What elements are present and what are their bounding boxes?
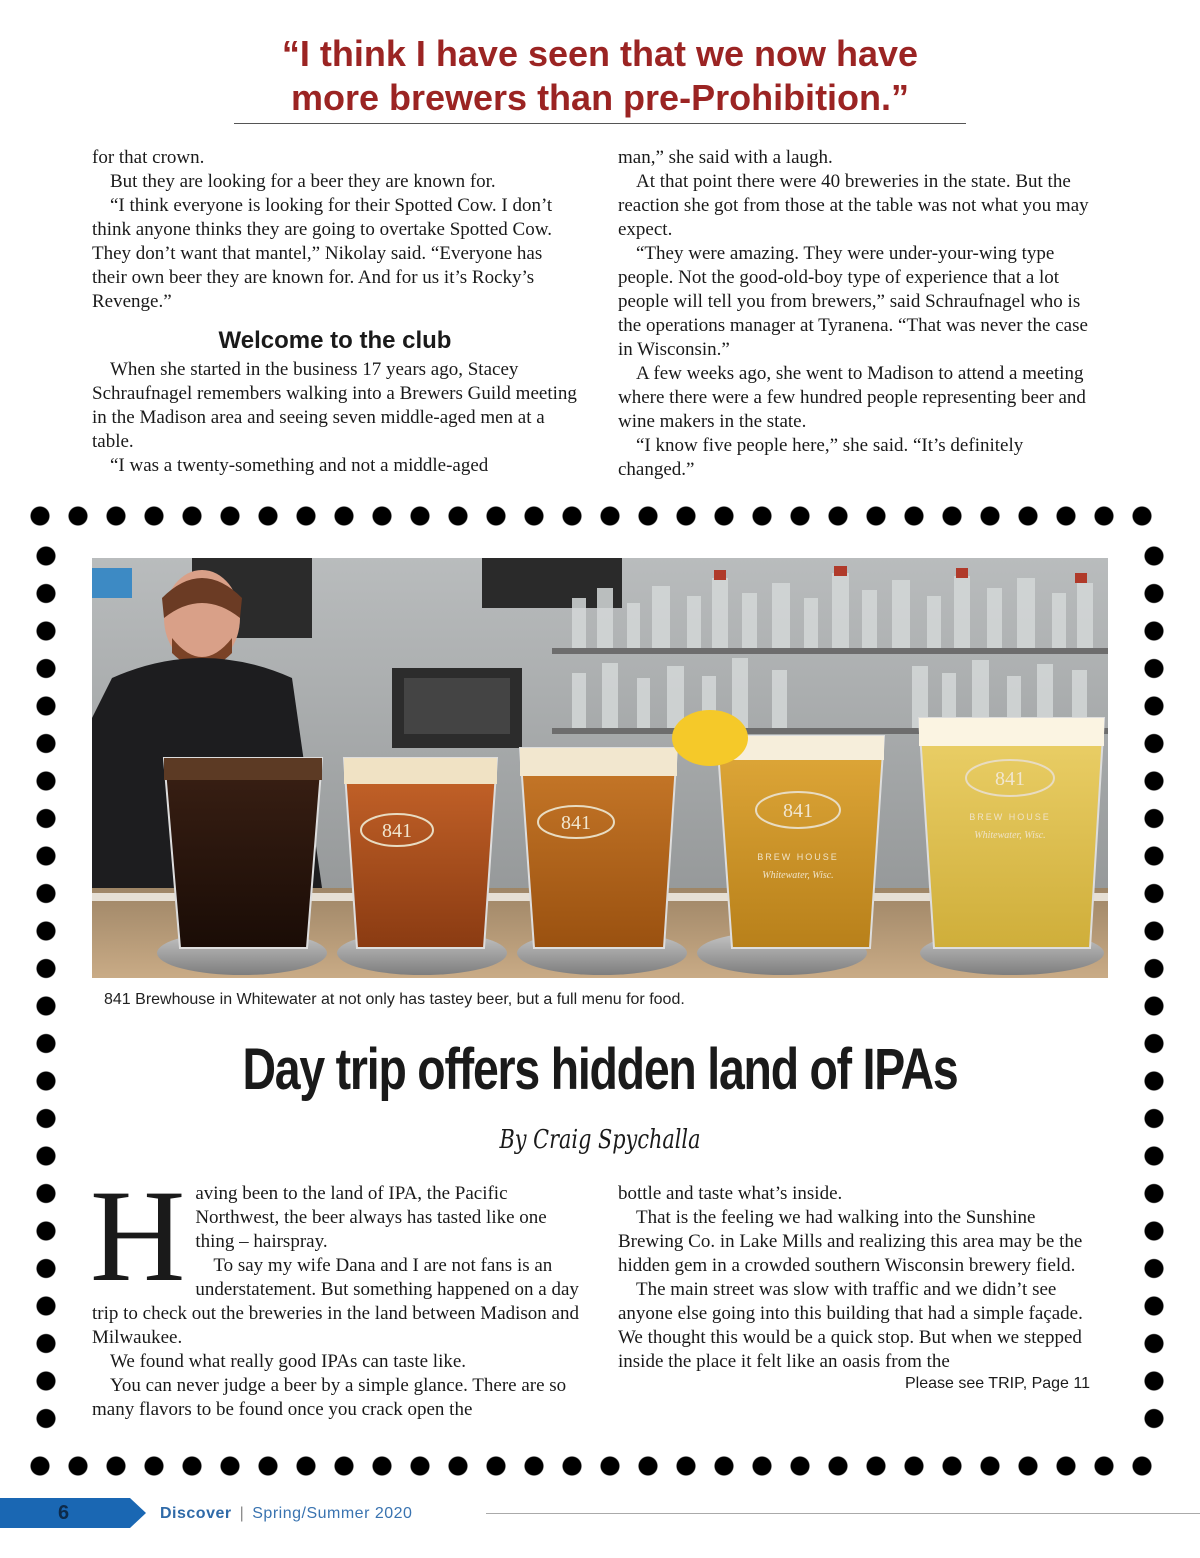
paragraph: bottle and taste what’s inside. xyxy=(618,1183,843,1204)
glass-logo-text: 841 xyxy=(382,820,412,842)
section-subhead: Welcome to the club xyxy=(218,327,452,354)
paragraph: You can never judge a beer by a simple glance. There are so many flavors to be found once you crack open the xyxy=(92,1375,567,1420)
magazine-name: Discover xyxy=(160,1505,232,1522)
paragraph: That is the feeling we had walking into the Sunshine Brewing Co. in Lake Mills and realizing this area may be the hidden gem in a crowded southern Wisconsin brewery field. xyxy=(618,1207,1083,1276)
top-left-column xyxy=(92,146,578,478)
paragraph: A few weeks ago, she went to Madison to attend a meeting where there were a few hundred people representing beer and wine makers in the state. xyxy=(618,363,1086,432)
dotted-border-top xyxy=(30,506,1170,526)
footer-folio xyxy=(160,1503,412,1525)
feature-right-column xyxy=(618,1182,1104,1394)
paragraph: “I know five people here,” she said. “It’s definitely changed.” xyxy=(618,435,1024,480)
glass-brewhouse-text: BREW HOUSE xyxy=(969,812,1051,822)
top-right-column xyxy=(618,146,1102,482)
glass-logo-text: 841 xyxy=(783,800,813,822)
glass-logo-text: 841 xyxy=(995,768,1025,790)
glass-brewhouse-text: BREW HOUSE xyxy=(757,852,839,862)
glass-logo-text: 841 xyxy=(561,812,591,834)
photo-caption: 841 Brewhouse in Whitewater at not only has tastey beer, but a full menu for food. xyxy=(104,991,685,1008)
pull-quote xyxy=(234,32,966,120)
continued-jump-line: Please see TRIP, Page 11 xyxy=(904,1375,1090,1392)
paragraph: We found what really good IPAs can taste like. xyxy=(110,1351,467,1372)
feature-byline: By Craig Spychalla xyxy=(499,1125,701,1155)
paragraph: aving been to the land of IPA, the Pacific Northwest, the beer always has tasted like one thing – hairspray. xyxy=(195,1183,547,1252)
paragraph: “I was a twenty-something and not a middle-aged xyxy=(110,455,489,476)
feature-left-column xyxy=(90,1162,582,1422)
feature-headline: Day trip offers hidden land of IPAs xyxy=(242,1037,958,1102)
page-number: 6 xyxy=(58,1502,70,1524)
pull-quote-line-2: more brewers than pre-Prohibition.” xyxy=(290,77,910,118)
page-number-tab xyxy=(0,1498,146,1528)
drop-cap: H xyxy=(90,1162,186,1309)
paragraph: “I think everyone is looking for their Spotted Cow. I don’t think anyone thinks they are going to overtake Spotted Cow. They don’t want that mantel,” Nikolay said. “Everyone has their own beer they are known for. And for us it’s Rocky’s Revenge.” xyxy=(92,195,553,312)
footer-separator: | xyxy=(239,1505,245,1522)
pull-quote-line-1: “I think I have seen that we now have xyxy=(281,33,919,74)
paragraph: At that point there were 40 breweries in the state. But the reaction she got from those at the table was not what you may expect. xyxy=(618,171,1089,240)
paragraph: “They were amazing. They were under-your-wing type people. Not the good-old-boy type of experience that a lot people will tell you from brewers,” said Schraufnagel who is the operations manager at Tyranena. “That was never the case in Wisconsin.” xyxy=(618,243,1088,360)
glass-town-text: Whitewater, Wisc. xyxy=(762,870,834,881)
pull-quote-rule xyxy=(234,123,966,124)
paragraph: man,” she said with a laugh. xyxy=(618,147,833,168)
issue-date: Spring/Summer 2020 xyxy=(252,1505,413,1522)
beer-flight-photo xyxy=(92,558,1108,978)
paragraph: To say my wife Dana and I are not fans is an understatement. But something happened on a day trip to check out the breweries in the land between Madison and Milwaukee. xyxy=(92,1255,579,1348)
dotted-border-right xyxy=(1144,546,1164,1446)
paragraph: When she started in the business 17 years ago, Stacey Schraufnagel remembers walking into a Brewers Guild meeting in the Madison area and seeing seven middle-aged men at a table. xyxy=(92,359,577,452)
dotted-border-left xyxy=(36,546,56,1446)
paragraph: for that crown. xyxy=(92,147,205,168)
paragraph: The main street was slow with traffic and we didn’t see anyone else going into this building that had a simple façade. We thought this would be a quick stop. But when we stepped inside the place it felt like an oasis from the xyxy=(618,1279,1083,1372)
dotted-border-bottom xyxy=(30,1456,1170,1476)
beer-flight-illustration xyxy=(92,558,1108,978)
glass-town-text: Whitewater, Wisc. xyxy=(974,830,1046,841)
paragraph: But they are looking for a beer they are known for. xyxy=(110,171,496,192)
footer-rule xyxy=(486,1513,1200,1514)
